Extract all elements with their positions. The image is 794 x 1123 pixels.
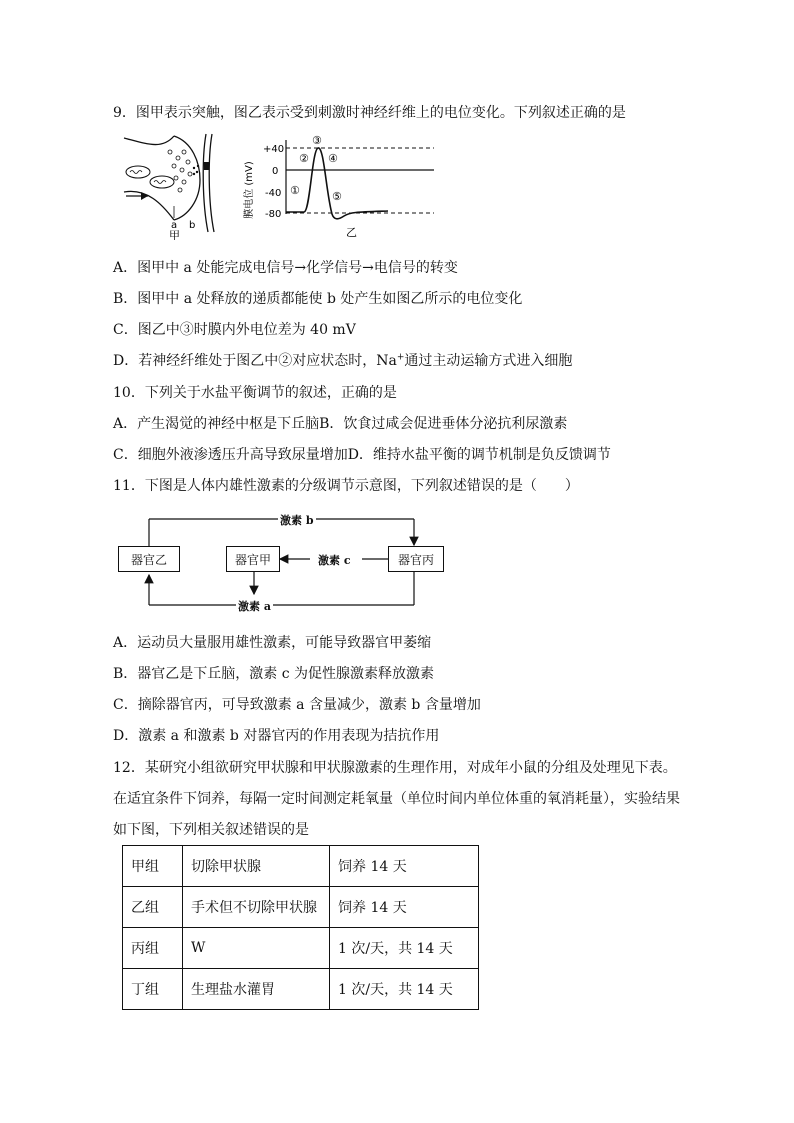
table-row	[123, 846, 479, 887]
q10-options-line1[interactable]: A．产生渴觉的神经中枢是下丘脑B．饮食过咸会促进垂体分泌抗利尿激素	[113, 416, 568, 432]
chart-caption: 乙	[346, 226, 357, 239]
q11-option-c[interactable]: C．摘除器官丙，可导致激素 a 含量减少，激素 b 含量增加	[113, 697, 481, 713]
tick-0: 0	[272, 166, 279, 177]
table-cell: 丙组	[123, 928, 183, 969]
hormone-b-label: 激素 b	[280, 514, 314, 527]
table-cell: 乙组	[123, 887, 183, 928]
tick-minus80: -80	[265, 209, 282, 220]
q11-option-a[interactable]: A．运动员大量服用雄性激素，可能导致器官甲萎缩	[113, 635, 432, 651]
table-cell: 生理盐水灌胃	[183, 969, 330, 1010]
organ-jia-box: 器官甲	[226, 546, 280, 572]
marker-4: ④	[328, 152, 338, 165]
table-cell: 饲养 14 天	[330, 887, 479, 928]
table-cell: 丁组	[123, 969, 183, 1010]
table-cell: 1 次/天，共 14 天	[330, 928, 479, 969]
table-row	[123, 969, 479, 1010]
table-row	[123, 928, 479, 969]
q9-option-d-text2: 通过主动运输方式进入细胞	[404, 353, 573, 369]
q11-option-d[interactable]: D．激素 a 和激素 b 对器官丙的作用表现为拮抗作用	[113, 728, 440, 744]
q9-stem: 9．图甲表示突触，图乙表示受到刺激时神经纤维上的电位变化。下列叙述正确的是	[113, 105, 626, 121]
q9-option-d-sup: +	[396, 352, 405, 363]
organ-yi-box: 器官乙	[118, 546, 180, 572]
marker-1: ①	[290, 184, 300, 197]
marker-5: ⑤	[332, 190, 342, 203]
hormone-a-label: 激素 a	[238, 600, 271, 613]
hormone-c-label: 激素 c	[318, 554, 351, 567]
table-row	[123, 887, 479, 928]
q11-stem: 11．下图是人体内雄性激素的分级调节示意图，下列叙述错误的是（ ）	[113, 478, 579, 494]
marker-3: ③	[312, 134, 322, 147]
synapse-label-a: a	[171, 220, 178, 231]
q10-options-line2[interactable]: C．细胞外液渗透压升高导致尿量增加D．维持水盐平衡的调节机制是负反馈调节	[113, 447, 611, 463]
q11-option-b[interactable]: B．器官乙是下丘脑，激素 c 为促性腺激素释放激素	[113, 666, 435, 682]
organ-bing-box: 器官丙	[388, 546, 444, 572]
table-cell: 切除甲状腺	[183, 846, 330, 887]
tick-plus40: +40	[263, 144, 285, 155]
table-cell: 饲养 14 天	[330, 846, 479, 887]
table-cell: 手术但不切除甲状腺	[183, 887, 330, 928]
marker-2: ②	[299, 152, 309, 165]
synapse-caption: 甲	[169, 229, 180, 240]
q12-stem-line3: 如下图，下列相关叙述错误的是	[113, 822, 309, 838]
table-cell: 甲组	[123, 846, 183, 887]
table-cell: 1 次/天，共 14 天	[330, 969, 479, 1010]
q9-option-b[interactable]: B．图甲中 a 处释放的递质都能使 b 处产生如图乙所示的电位变化	[113, 291, 523, 307]
q10-stem: 10．下列关于水盐平衡调节的叙述，正确的是	[113, 385, 397, 401]
table-cell: W	[183, 928, 330, 969]
q12-stem-line1: 12．某研究小组欲研究甲状腺和甲状腺激素的生理作用，对成年小鼠的分组及处理见下表。	[113, 760, 677, 776]
q9-option-a[interactable]: A．图甲中 a 处能完成电信号→化学信号→电信号的转变	[113, 260, 458, 276]
q9-option-d-text: D．若神经纤维处于图乙中②对应状态时，Na	[113, 353, 397, 369]
chart-ylabel: 膜电位 (mV)	[244, 161, 255, 219]
tick-minus40: -40	[265, 188, 282, 199]
q9-option-c[interactable]: C．图乙中③时膜内外电位差为 40 mV	[113, 322, 356, 338]
synapse-label-b: b	[189, 220, 196, 231]
q12-stem-line2: 在适宜条件下饲养，每隔一定时间测定耗氧量（单位时间内单位体重的氧消耗量），实验结果	[113, 791, 680, 807]
q12-group-table	[122, 845, 479, 1010]
